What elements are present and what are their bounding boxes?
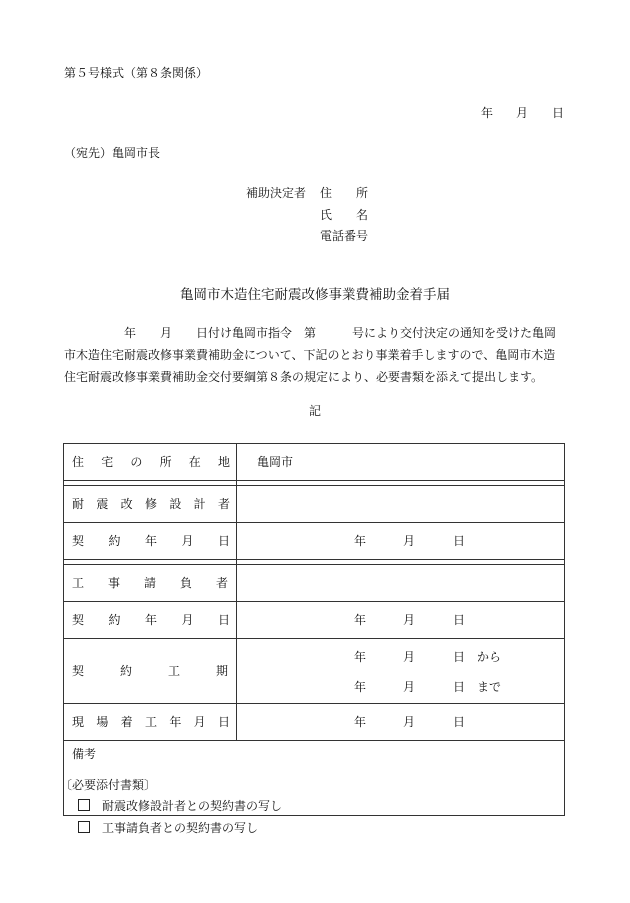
- contractor-value[interactable]: [237, 565, 565, 602]
- site-start-date-label: 現 場 着 工 年 月 日: [64, 704, 237, 741]
- record-table: [63, 443, 565, 816]
- contract-period-value[interactable]: 年 月 日 から 年 月 日 まで: [237, 639, 565, 704]
- contractor-contract-date-label: 契 約 年 月 日: [64, 602, 237, 639]
- form-number: 第５号様式（第８条関係）: [64, 66, 209, 80]
- attachment-item: 耐震改修設計者との契約書の写し: [78, 799, 282, 813]
- contractor-label: 工 事 請 負 者: [64, 565, 237, 602]
- table-row-designer-contract-date: [64, 523, 565, 560]
- designer-contract-date-label: 契 約 年 月 日: [64, 523, 237, 560]
- period-to-suffix: まで: [477, 680, 502, 694]
- contract-period-label: 契 約 工 期: [64, 639, 237, 704]
- house-location-value[interactable]: 亀岡市: [237, 444, 565, 481]
- body-text: [64, 322, 568, 388]
- table-row-site-start-date: [64, 704, 565, 741]
- table-row-contractor-contract-date: [64, 602, 565, 639]
- ki-heading: 記: [308, 404, 321, 418]
- designer-label: 耐 震 改 修 設 計 者: [64, 486, 237, 523]
- attachments-heading: 〔必要添付書類〕: [60, 778, 157, 792]
- checkbox-icon[interactable]: [78, 821, 90, 833]
- site-start-date-value[interactable]: 年 月 日: [237, 704, 565, 741]
- applicant-address-label: 住 所: [320, 186, 368, 200]
- body-line-3: 住宅耐震改修事業費補助金交付要綱第８条の規定により、必要書類を添えて提出します。: [64, 370, 544, 384]
- addressee: （宛先）亀岡市長: [64, 146, 161, 160]
- table-row-designer: [64, 486, 565, 523]
- document-title: 亀岡市木造住宅耐震改修事業費補助金着手届: [180, 287, 450, 303]
- body-line-2: 市木造住宅耐震改修事業費補助金について、下記のとおり事業着手しますので、亀岡市木造: [64, 348, 556, 362]
- table-row-contract-period: [64, 639, 565, 704]
- house-location-label: 住 宅 の 所 在 地: [64, 444, 237, 481]
- date-year: 年: [481, 106, 494, 120]
- table-row-contractor: [64, 565, 565, 602]
- remarks-label: 備考: [72, 747, 97, 761]
- applicant-name-label: 氏 名: [320, 208, 368, 222]
- applicant-label: 補助決定者: [246, 186, 307, 200]
- table-row-house-location: [64, 444, 565, 481]
- attachment-item: 工事請負者との契約書の写し: [78, 821, 258, 835]
- designer-contract-date-value[interactable]: 年 月 日: [237, 523, 565, 560]
- designer-value[interactable]: [237, 486, 565, 523]
- period-from-suffix: から: [477, 650, 502, 664]
- applicant-phone-label: 電話番号: [320, 229, 369, 243]
- date-day: 日: [552, 106, 565, 120]
- date-month: 月: [516, 106, 529, 120]
- contractor-contract-date-value[interactable]: 年 月 日: [237, 602, 565, 639]
- checkbox-icon[interactable]: [78, 799, 90, 811]
- body-line-1: 年 月 日付け亀岡市指令 第 号により交付決定の通知を受けた亀岡: [64, 326, 557, 340]
